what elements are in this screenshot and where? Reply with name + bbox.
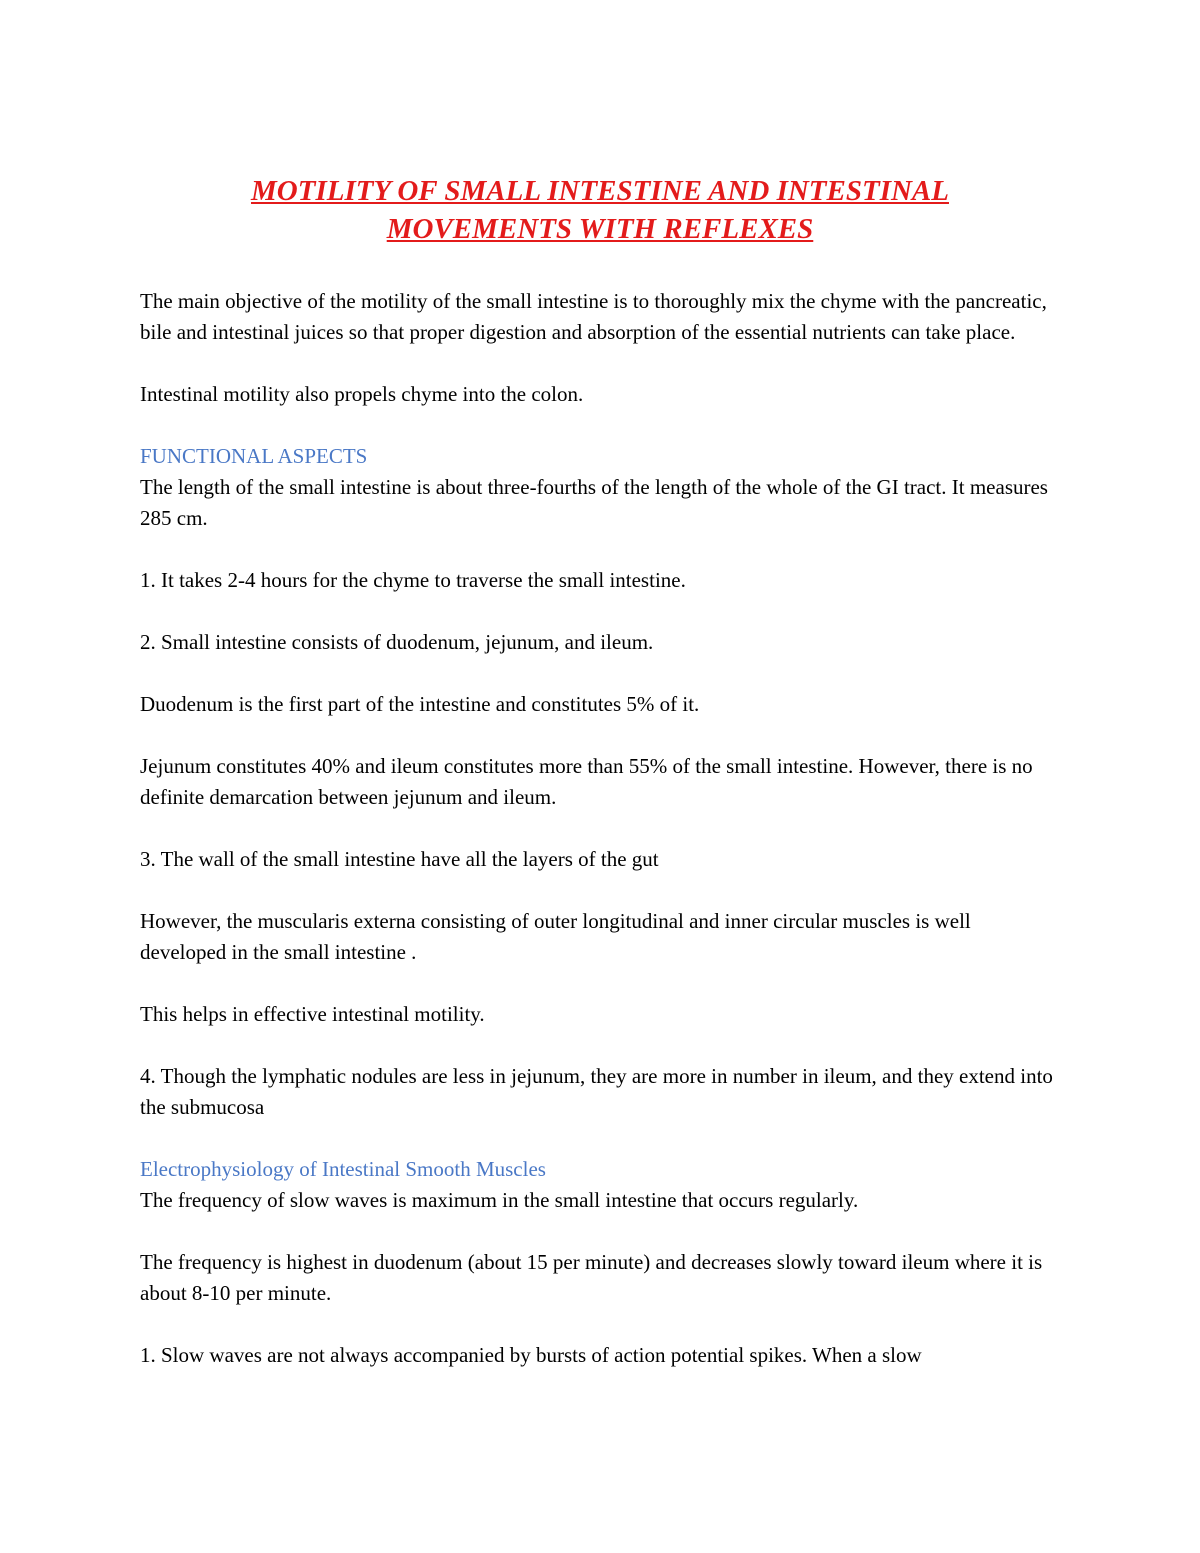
section1-paragraph-4: Duodenum is the first part of the intestine and constitutes 5% of it. xyxy=(140,692,700,716)
section-heading-electrophysiology: Electrophysiology of Intestinal Smooth Muscles xyxy=(140,1157,546,1181)
section1-paragraph-9: 4. Though the lymphatic nodules are less in jejunum, they are more in number in ileum, and they extend into the submucosa xyxy=(140,1064,1053,1119)
intro-paragraph-1: The main objective of the motility of the small intestine is to thoroughly mix the chyme with the pancreatic, bile and intestinal juices so that proper digestion and absorption of the essential nutrients can take place. xyxy=(140,289,1047,344)
document-body xyxy=(140,172,1060,1402)
document-title xyxy=(140,172,1060,248)
section1-paragraph-5: Jejunum constitutes 40% and ileum constitutes more than 55% of the small intestine. However, there is no definite demarcation between jejunum and ileum. xyxy=(140,754,1033,809)
section1-paragraph-8: This helps in effective intestinal motility. xyxy=(140,1002,485,1026)
section-heading-functional-aspects: FUNCTIONAL ASPECTS xyxy=(140,444,368,468)
section2-paragraph-2: The frequency is highest in duodenum (about 15 per minute) and decreases slowly toward ileum where it is about 8-10 per minute. xyxy=(140,1250,1043,1305)
section1-paragraph-6: 3. The wall of the small intestine have all the layers of the gut xyxy=(140,847,659,871)
section1-paragraph-1: The length of the small intestine is about three-fourths of the length of the whole of the GI tract. It measures 285 cm. xyxy=(140,475,1048,530)
section1-paragraph-3: 2. Small intestine consists of duodenum, jejunum, and ileum. xyxy=(140,630,654,654)
section1-paragraph-7: However, the muscularis externa consisting of outer longitudinal and inner circular muscles is well developed in the small intestine . xyxy=(140,909,971,964)
intro-paragraph-2: Intestinal motility also propels chyme into the colon. xyxy=(140,382,584,406)
section2-paragraph-1: The frequency of slow waves is maximum in the small intestine that occurs regularly. xyxy=(140,1188,859,1212)
title-line-2: MOVEMENTS WITH REFLEXES xyxy=(386,213,814,245)
section1-paragraph-2: 1. It takes 2-4 hours for the chyme to traverse the small intestine. xyxy=(140,568,686,592)
title-line-1: MOTILITY OF SMALL INTESTINE AND INTESTINAL xyxy=(251,175,949,207)
section2-paragraph-3: 1. Slow waves are not always accompanied by bursts of action potential spikes. When a slow xyxy=(140,1343,922,1367)
